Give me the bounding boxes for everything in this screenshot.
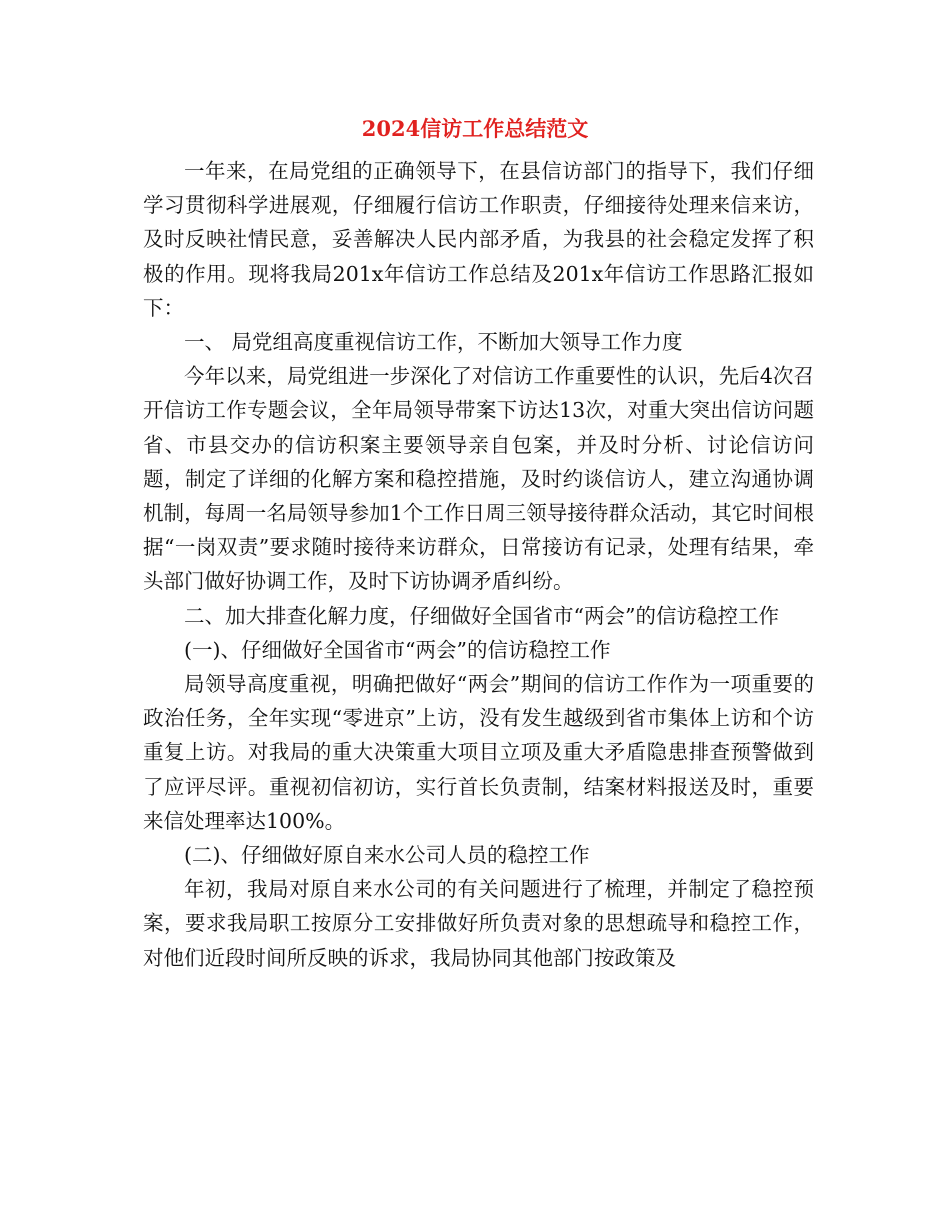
subsection-heading-1: (一)、仔细做好全国省市“两会”的信访稳控工作 [184,637,611,662]
paragraph-subsection-2: 年初，我局对原自来水公司的有关问题进行了梳理，并制定了稳控预案，要求我局职工按原分工安排做好所负责对象的思想疏导和稳控工作，对他们近段时间所反映的诉求，我局协同其他部门按政策及 [143,877,814,970]
section-heading-2: 二、加大排查化解力度，仔细做好全国省市“两会”的信访稳控工作 [184,603,779,628]
section-heading-1: 一、 局党组高度重视信访工作，不断加大领导工作力度 [184,330,683,355]
document-title: 2024信访工作总结范文 [361,116,589,141]
document-body [143,154,814,975]
paragraph-subsection-1: 局领导高度重视，明确把做好“两会”期间的信访工作作为一项重要的政治任务，全年实现“零进京”上访，没有发生越级到省市集体上访和个访重复上访。对我局的重大决策重大项目立项及重大矛盾隐患排查预警做到了应评尽评。重视初信初访，实行首长负责制，结案材料报送及时，重要来信处理率达100%。 [143,672,814,833]
paragraph-section-1: 今年以来，局党组进一步深化了对信访工作重要性的认识，先后4次召开信访工作专题会议，全年局领导带案下访达13次，对重大突出信访问题省、市县交办的信访积案主要领导亲自包案，并及时分析、讨论信访问题，制定了详细的化解方案和稳控措施，及时约谈信访人，建立沟通协调机制，每周一名局领导参加1个工作日周三领导接待群众活动，其它时间根据“一岗双责”要求随时接待来访群众，日常接访有记录，处理有结果，牵头部门做好协调工作，及时下访协调矛盾纠纷。 [143,364,814,594]
paragraph-intro: 一年来，在局党组的正确领导下，在县信访部门的指导下，我们仔细学习贯彻科学进展观，仔细履行信访工作职责，仔细接待处理来信来访，及时反映社情民意，妥善解决人民内部矛盾，为我县的社会稳定发挥了积极的作用。现将我局201x年信访工作总结及201x年信访工作思路汇报如下： [143,159,814,320]
subsection-heading-2: (二)、仔细做好原自来水公司人员的稳控工作 [184,843,590,868]
